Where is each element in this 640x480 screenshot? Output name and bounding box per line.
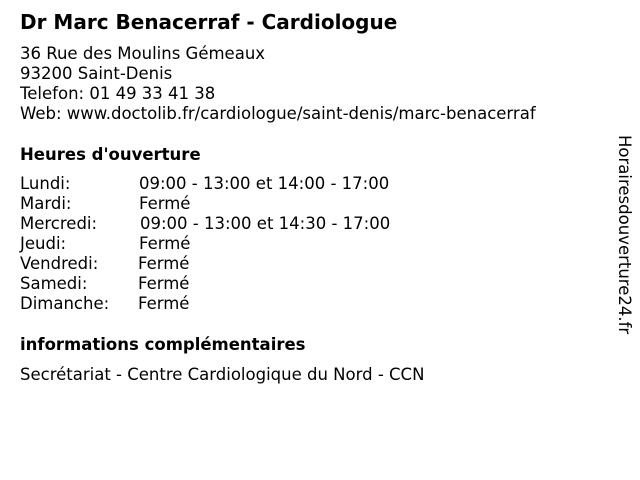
address-block <box>20 44 536 124</box>
hours-row-samedi <box>20 274 440 294</box>
hours-row-mardi <box>20 194 440 214</box>
hours-heading: Heures d'ouverture <box>20 145 201 164</box>
hours-row-dimanche <box>20 294 440 314</box>
time-value: 09:00 - 13:00 et 14:00 - 17:00 <box>139 174 390 193</box>
hours-row-mercredi <box>20 214 440 234</box>
day-label: Dimanche: <box>20 294 110 313</box>
time-value: Fermé <box>139 234 191 253</box>
day-label: Mercredi: <box>20 214 98 233</box>
info-heading: informations complémentaires <box>20 335 306 354</box>
time-value: Fermé <box>138 254 190 273</box>
side-brand-watermark <box>614 135 634 369</box>
day-label: Vendredi: <box>20 254 99 273</box>
hours-row-vendredi <box>20 254 440 274</box>
day-label: Lundi: <box>20 174 71 193</box>
website-link[interactable]: Web: www.doctolib.fr/cardiologue/saint-denis/marc-benacerraf <box>20 104 536 123</box>
phone-number: Telefon: 01 49 33 41 38 <box>20 84 216 103</box>
info-text: Secrétariat - Centre Cardiologique du Nord - CCN <box>20 365 425 384</box>
time-value: 09:00 - 13:00 et 14:30 - 17:00 <box>140 214 391 233</box>
day-label: Samedi: <box>20 274 88 293</box>
time-value: Fermé <box>138 274 190 293</box>
hours-row-lundi <box>20 174 440 194</box>
street-address: 36 Rue des Moulins Gémeaux <box>20 44 266 63</box>
side-brand-text: Horairesdouverture24.fr <box>615 135 634 335</box>
city-address: 93200 Saint-Denis <box>20 64 173 83</box>
hours-table <box>20 174 440 314</box>
time-value: Fermé <box>138 294 190 313</box>
day-label: Jeudi: <box>20 234 67 253</box>
time-value: Fermé <box>139 194 191 213</box>
day-label: Mardi: <box>20 194 72 213</box>
page-title: Dr Marc Benacerraf - Cardiologue <box>20 10 398 34</box>
hours-row-jeudi <box>20 234 440 254</box>
